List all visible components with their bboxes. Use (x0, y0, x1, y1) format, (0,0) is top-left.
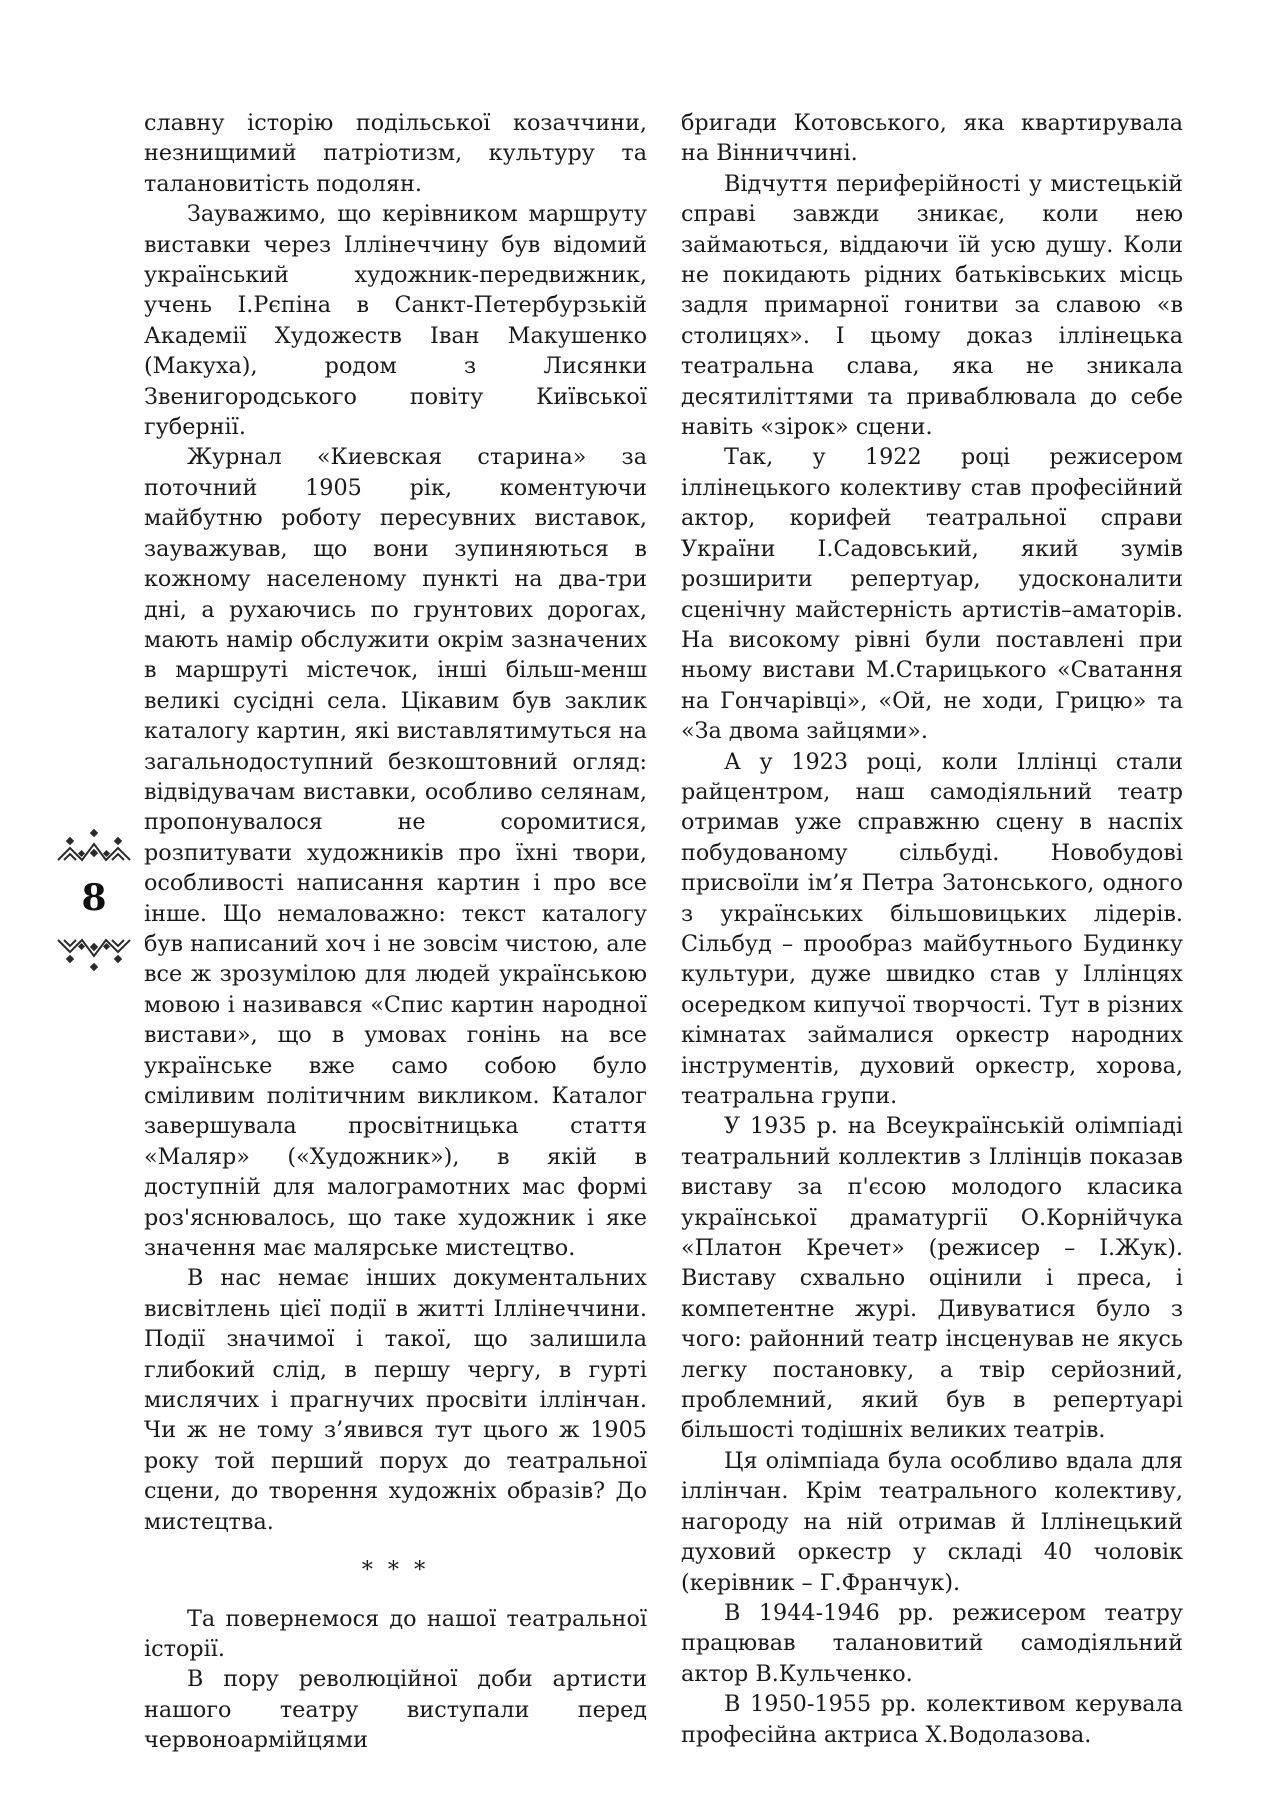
paragraph: славну історію подільської козаччини, незнищимий патріотизм, культуру та талановитість подолян. (144, 110, 647, 197)
page-number: 8 (81, 877, 107, 919)
paragraph: Зауважимо, що керівником маршруту виставки через Іллінеччину був відомий український художник-передвижник, учень І.Рєпіна в Санкт-Петербурзькій Академії Художеств Іван Макушенко (Макуха), родом з Лисянки Звенигородського повіту Київської губернії. (144, 201, 647, 441)
right-text-column (681, 108, 1183, 1750)
paragraph: Так, у 1922 році режисером іллінецького колективу став професійний актор, корифей театральної справи України І.Садовський, який зумів розширити репертуар, удосконалити сценічну майстерність артистів–аматорів. На високому рівні були поставлені при ньому вистави М.Старицького «Сватання на Гончарівці», «Ой, не ходи, Грицю» та «За двома зайцями». (681, 444, 1183, 745)
paragraph: Та повернемося до нашої театральної історії. (144, 1605, 647, 1662)
paragraph: В нас немає інших документальних висвітлень цієї події в житті Іллінеччини. Події значимої і такої, що залишила глибокий слід, в першу чергу, в гурті мислячих і прагнучих просвіти іллінчан. Чи ж не тому з’явився тут цього ж 1905 року той перший порух до театральної сцени, до творення художніх образів? До мистецтва. (144, 1265, 647, 1535)
paragraph: У 1935 р. на Всеукраїнській олімпіаді театральний коллектив з Іллінців показав виставу за п'єсою молодого класика української драматургії О.Корнійчука «Платон Кречет» (режисер – І.Жук). Виставу схвально оцінили і преса, і компетентне журі. Дивуватися було з чого: районний театр інсценував не якусь легку постановку, а твір серйозний, проблемний, який був в репертуарі більшості тодішніх великих театрів. (681, 1113, 1183, 1444)
left-text-column (144, 108, 647, 1756)
page-number-marker (56, 820, 132, 980)
embroidery-ornament-icon (56, 824, 132, 868)
paragraph: В 1950-1955 рр. колективом керувала професійна актриса Х.Водолазова. (681, 1691, 1183, 1748)
paragraph: Відчуття периферійності у мистецькій справі завжди зникає, коли нею займаються, віддаючи їй усю душу. Коли не покидають рідних батьківських місць задля примарної гонитви за славою «в столицях». І цьому доказ іллінецька театральна слава, яка не зникала десятиліттями та приваблювала до себе навіть «зірок» сцени. (681, 170, 1183, 441)
paragraph: Журнал «Киевская старина» за поточний 1905 рік, коментуючи майбутню роботу пересувних виставок, зауважував, що вони зупиняються в кожному населеному пункті на два-три дні, а рухаючись по грунтових дорогах, мають намір обслужити окрім зазначених в маршруті містечок, інші більш-менш великі сусідні села. Цікавим був заклик каталогу картин, які виставлятимуться на загальнодоступний безкоштовний огляд: відвідувачам виставки, особливо селянам, пропонувалося не соромитися, розпитувати художників про їхні твори, особливості написання картин і про все інше. Що немаловажно: текст каталогу був написаний хоч і не зовсім чистою, але все ж зрозумілою для людей українською мовою і називався «Спис картин народної вистави», що в умовах гонінь на все українське вже само собою було сміливим політичним викликом. Каталог завершувала просвітницька стаття «Маляр» («Художник»), в якій в доступній для малограмотних мас формі роз'яснювалось, що таке художник і яке значення має малярське мистецтво. (144, 444, 647, 1262)
paragraph: В 1944-1946 рр. режисером театру працював талановитий самодіяльний актор В.Кульченко. (681, 1599, 1183, 1687)
section-separator: * * * (361, 1557, 430, 1584)
paragraph: бригади Котовського, яка квартирувала на Вінниччині. (681, 110, 1183, 167)
paragraph: А у 1923 році, коли Іллінці стали райцентром, наш самодіяльний театр отримав уже справжню сцену в наспіх побудованому сільбуді. Новобудові присвоїли ім’я Петра Затонського, одного з українських більшовицьких лідерів. Сільбуд – прообраз майбутнього Будинку культури, дуже швидко став у Іллінцях осередком кипучої творчості. Тут в різних кімнатах займалися оркестр народних інструментів, духовий оркестр, хорова, театральна групи. (681, 748, 1183, 1109)
paragraph: Ця олімпіада була особливо вдала для іллінчан. Крім театрального колективу, нагороду на ній отримав й Іллінецький духовий оркестр у складі 40 чоловік (керівник – Г.Франчук). (681, 1447, 1183, 1596)
embroidery-ornament-icon (56, 932, 132, 976)
paragraph: В пору революційної доби артисти нашого театру виступали перед червоноармійцями (144, 1666, 647, 1754)
